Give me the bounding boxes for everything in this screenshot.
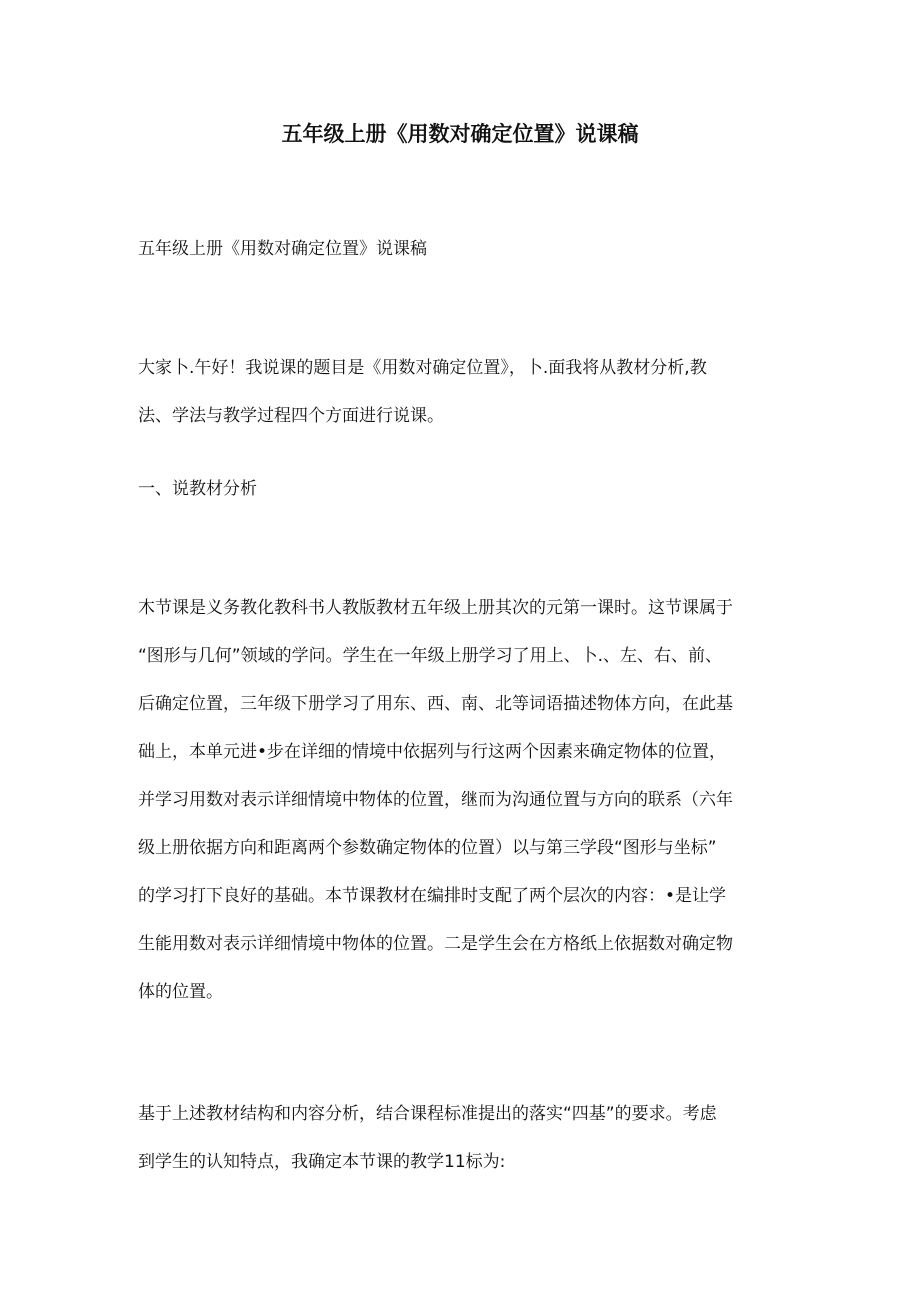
section-heading: 一、说教材分析 (138, 479, 257, 499)
analysis-line: 级上册依据方向和距离两个参数确定物体的位置）以与第三学段“图形与坐标” (138, 838, 717, 858)
intro-paragraph (138, 344, 788, 440)
goals-paragraph (138, 1090, 788, 1186)
analysis-line: 并学习用数对表示详细情境中物体的位置，继而为沟通位置与方向的联系（六年 (138, 790, 733, 810)
analysis-line: 后确定位置，三年级下册学习了用东、西、南、北等词语描述物体方向，在此基 (138, 694, 733, 714)
document-title: 五年级上册《用数对确定位置》说课稿 (281, 122, 639, 146)
analysis-line: 木节课是义务教化教科书人教版教材五年级上册其次的元第一课时。这节课属于 (138, 598, 733, 618)
analysis-line: 体的位置。 (138, 982, 223, 1002)
goals-line: 到学生的认知特点，我确定本节课的教学11标为: (138, 1152, 506, 1172)
analysis-line: 生能用数对表示详细情境中物体的位置。二是学生会在方格纸上依据数对确定物 (138, 934, 733, 954)
goals-line: 基于上述教材结构和内容分析，结合课程标准提出的落实“四基”的要求。考虑 (138, 1104, 717, 1124)
intro-line: 大家卜.午好！我说课的题目是《用数对确定位置》，卜.面我将从教材分析,教 (138, 358, 707, 378)
intro-line: 法、学法与教学过程四个方面进行说课。 (138, 406, 444, 426)
analysis-line: “图形与几何”领域的学问。学生在一年级上册学习了用上、卜.、左、右、前、 (138, 646, 723, 666)
document-subtitle: 五年级上册《用数对确定位置》说课稿 (138, 239, 427, 259)
analysis-line: 的学习打下良好的基础。本节课教材在编排时支配了两个层次的内容：•是让学 (138, 886, 727, 906)
analysis-paragraph (138, 584, 788, 1016)
analysis-line: 础上，本单元进•步在详细的情境中依据列与行这两个因素来确定物体的位置， (138, 742, 727, 762)
